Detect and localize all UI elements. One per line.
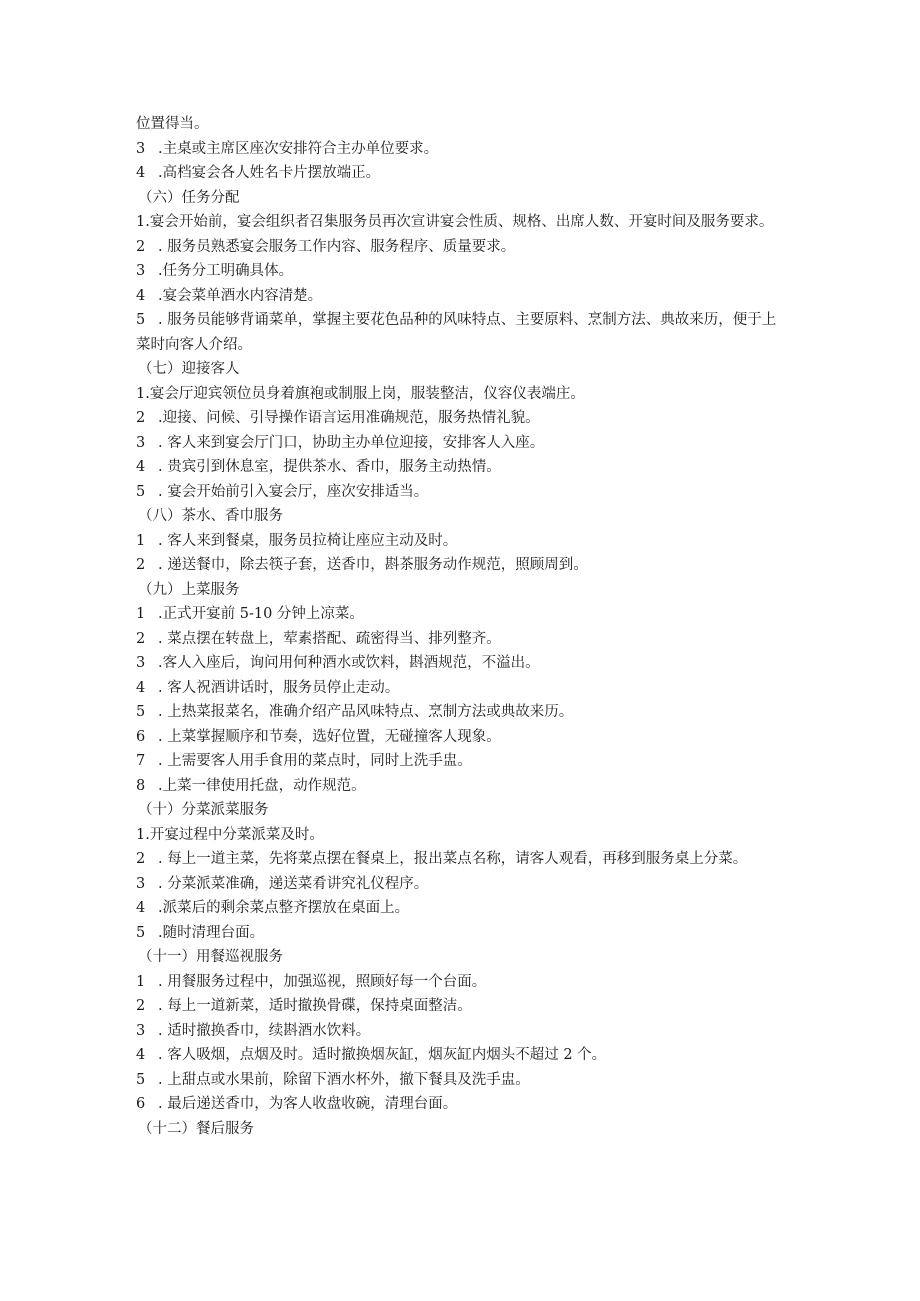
section-heading: （十二）餐后服务 [138,1120,254,1137]
list-item [136,627,786,652]
list-item [136,284,786,309]
list-item-text: . 每上一道新菜，适时撤换骨碟，保持桌面整洁。 [158,998,472,1014]
list-item [136,921,786,946]
section-heading: （八）茶水、香巾服务 [138,508,283,524]
list-item [136,1019,786,1044]
list-item [136,235,786,260]
document-body [136,112,786,1141]
list-item-number: 6 [136,1096,146,1112]
list-item [136,382,786,407]
list-item [136,480,786,505]
list-item-text: . 上菜掌握顺序和节奏，选好位置，无碰撞客人现象。 [158,728,501,745]
list-item [136,431,786,456]
list-item-number: 6 [136,728,146,745]
section-heading: （十）分菜派菜服务 [138,802,269,818]
list-item-text: . 客人来到餐桌，服务员拉椅让座应主动及时。 [158,532,458,549]
list-item-text: . 适时撤换香巾，续斟酒水饮料。 [158,1022,371,1039]
list-item [136,847,786,872]
list-item-number: 1 [136,606,146,622]
list-item-number: 3 [136,1022,146,1039]
list-item-number: 5 [136,483,146,500]
list-item-text: . 菜点摆在转盘上，荤素搭配、疏密得当、排列整齐。 [158,630,501,647]
list-item-text: . 用餐服务过程中，加强巡视，照顾好每一个台面。 [158,973,487,990]
list-item-text: . 递送餐巾，除去筷子套，送香巾，斟茶服务动作规范，照顾周到。 [158,557,588,573]
list-item-number: 4 [136,459,146,475]
list-item-text: 宴会厅迎宾领位员身着旗袍或制服上岗，服装整洁，仪容仪表端庄。 [149,385,585,402]
list-item-text: 开宴过程中分菜派菜及时。 [149,826,324,843]
list-item [136,259,786,284]
list-item-number: 1 [136,973,146,990]
list-item [136,651,786,676]
list-item-number: 3 [136,655,146,671]
list-item-number: 4 [136,679,146,696]
list-item-text: .客人入座后，询问用何种酒水或饮料，斟酒规范，不溢出。 [158,655,540,671]
list-item-text: .宴会菜单酒水内容清楚。 [158,287,323,304]
list-item-number: 4 [136,900,146,916]
list-item-number: 5 [136,704,146,720]
list-item-number: 5 [136,1071,146,1088]
list-item [136,455,786,480]
list-item-number: 5 [136,312,146,328]
list-item [136,137,786,162]
list-item-number: 1. [136,385,150,402]
list-item-number: 1. [136,214,150,230]
list-item-text: .上菜一律使用托盘，动作规范。 [158,777,366,794]
list-item-number: 4 [136,287,146,304]
list-item [136,872,786,897]
list-item [136,1068,786,1093]
list-item-text: . 分菜派菜准确，递送菜肴讲究礼仪程序。 [158,875,429,892]
list-item-text: . 服务员能够背诵菜单，掌握主要花色品种的风味特点、主要原料、烹制方法、典故来历，便于上菜时向客人介绍。 [136,312,777,353]
list-item-text: . 客人吸烟，点烟及时。适时撤换烟灰缸，烟灰缸内烟头不超过 2 个。 [158,1047,607,1063]
list-item [136,406,786,431]
list-item-text: . 客人来到宴会厅门口，协助主办单位迎接，安排客人入座。 [158,434,545,451]
list-item-text: . 宴会开始前引入宴会厅，座次安排适当。 [158,483,429,500]
section-heading: （七）迎接客人 [138,361,240,377]
list-item [136,602,786,627]
list-item [136,896,786,921]
list-item-text: . 每上一道主菜，先将菜点摆在餐桌上，报出菜点名称，请客人观看，再移到服务桌上分菜。 [158,851,748,867]
list-item-text: . 客人祝酒讲话时，服务员停止走动。 [158,679,400,696]
section-heading: （六）任务分配 [138,189,240,206]
list-item [136,700,786,725]
list-item-text: .正式开宴前 5-10 分钟上凉菜。 [158,606,364,622]
list-item [136,823,786,848]
paragraph-line: 位置得当。 [136,116,209,132]
list-item-number: 1. [136,826,150,843]
list-item-number: 3 [136,434,146,451]
section-heading: （九）上菜服务 [138,581,240,598]
list-item [136,749,786,774]
list-item-number: 3 [136,140,146,157]
list-item-number: 3 [136,875,146,892]
list-item-number: 2 [136,557,146,573]
list-item [136,774,786,799]
list-item-number: 8 [136,777,146,794]
list-item [136,161,786,186]
list-item-number: 7 [136,753,146,769]
list-item-number: 3 [136,263,146,279]
list-item-number: 2 [136,410,146,426]
list-item-number: 2 [136,998,146,1014]
list-item-text: .任务分工明确具体。 [158,263,294,279]
list-item-text: 宴会开始前，宴会组织者召集服务员再次宣讲宴会性质、规格、出席人数、开宴时间及服务要求。 [149,214,774,230]
section-heading: （十一）用餐巡视服务 [138,949,283,965]
list-item [136,308,786,357]
list-item [136,676,786,701]
list-item-text: . 上需要客人用手食用的菜点时，同时上洗手盅。 [158,753,472,769]
list-item-text: .派菜后的剩余菜点整齐摆放在桌面上。 [158,900,410,916]
list-item-text: . 最后递送香巾，为客人收盘收碗，清理台面。 [158,1096,458,1112]
list-item-text: . 贵宾引到休息室，提供茶水、香巾，服务主动热情。 [158,459,501,475]
list-item-number: 5 [136,924,146,941]
list-item [136,529,786,554]
list-item-text: .迎接、问候、引导操作语言运用准确规范，服务热情礼貌。 [158,410,540,426]
list-item-text: . 上热菜报菜名，准确介绍产品风味特点、烹制方法或典故来历。 [158,704,574,720]
list-item [136,553,786,578]
list-item-text: . 上甜点或水果前，除留下酒水杯外，撤下餐具及洗手盅。 [158,1071,530,1088]
list-item [136,970,786,995]
list-item [136,725,786,750]
list-item-number: 4 [136,1047,146,1063]
list-item-text: .随时清理台面。 [158,924,265,941]
list-item [136,210,786,235]
list-item-text: .主桌或主席区座次安排符合主办单位要求。 [158,140,439,157]
list-item-number: 2 [136,238,146,255]
list-item-number: 4 [136,165,146,181]
list-item-number: 1 [136,532,146,549]
list-item [136,1043,786,1068]
list-item-text: . 服务员熟悉宴会服务工作内容、服务程序、质量要求。 [158,238,516,255]
list-item [136,1092,786,1117]
list-item-number: 2 [136,851,146,867]
list-item [136,994,786,1019]
list-item-text: .高档宴会各人姓名卡片摆放端正。 [158,165,381,181]
list-item-number: 2 [136,630,146,647]
